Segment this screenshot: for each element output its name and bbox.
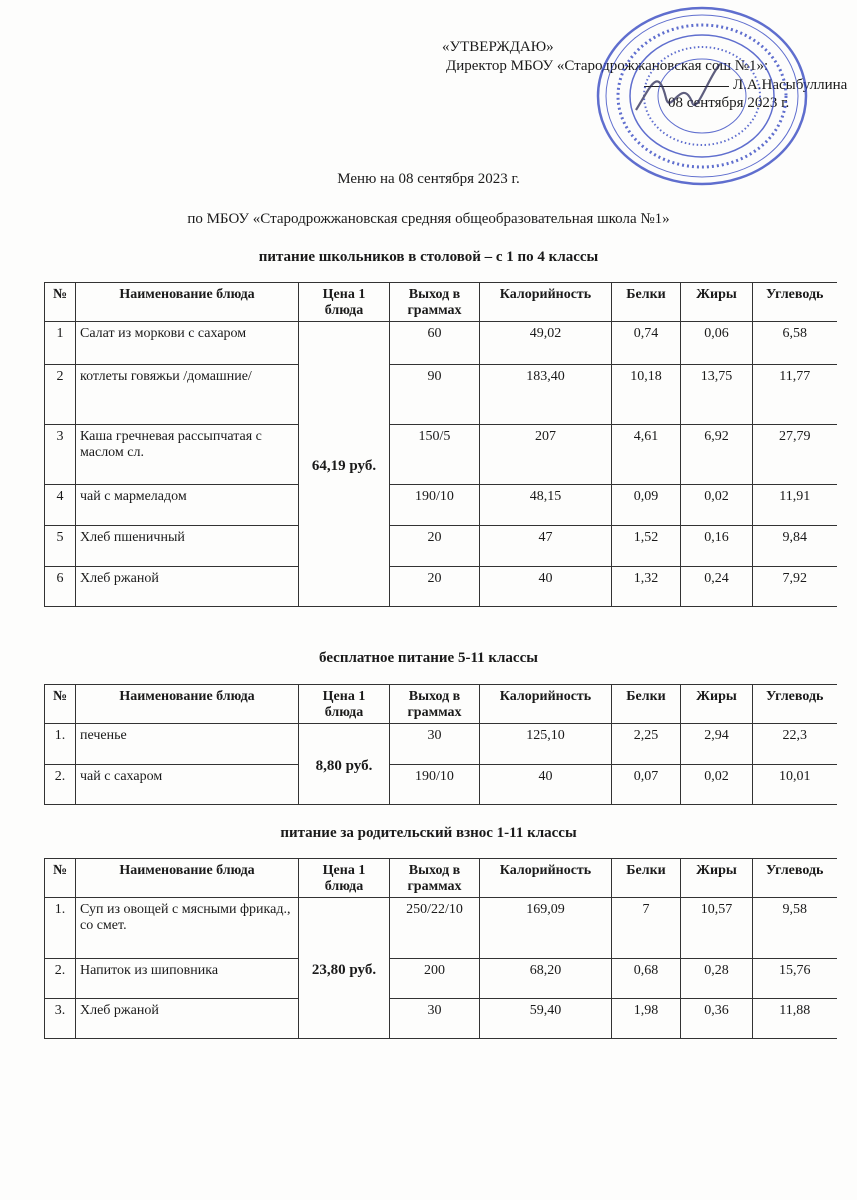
section-title-1: питание школьников в столовой – с 1 по 4 классы xyxy=(258,249,599,265)
protein: 7 xyxy=(612,898,681,959)
set-price: 8,80 руб. xyxy=(299,724,390,805)
row-num: 5 xyxy=(45,526,76,567)
section-title-3: питание за родительский взнос 1-11 классы xyxy=(280,825,577,841)
col-yield: Выход в граммах xyxy=(390,859,480,898)
col-fat: Жиры xyxy=(681,859,753,898)
dish-name: Хлеб пшеничный xyxy=(76,526,299,567)
menu-table-paid-1-11 xyxy=(44,858,837,1039)
signature-line xyxy=(644,86,729,87)
calories: 48,15 xyxy=(480,485,612,526)
approval-date: 08 сентября 2023 г. xyxy=(668,95,790,111)
approval-position: Директор МБОУ «Стародрожжановская сош №1»: xyxy=(446,58,769,74)
yield: 200 xyxy=(390,959,480,999)
approval-title: «УТВЕРЖДАЮ» xyxy=(442,39,554,55)
carbs: 7,92 xyxy=(753,567,837,607)
protein: 1,32 xyxy=(612,567,681,607)
col-calories: Калорийность xyxy=(480,685,612,724)
row-num: 2 xyxy=(45,365,76,425)
fat: 0,36 xyxy=(681,999,753,1039)
table-row xyxy=(45,959,837,999)
fat: 2,94 xyxy=(681,724,753,765)
row-num: 1. xyxy=(45,898,76,959)
fat: 0,24 xyxy=(681,567,753,607)
calories: 169,09 xyxy=(480,898,612,959)
table-row xyxy=(45,724,837,765)
fat: 13,75 xyxy=(681,365,753,425)
menu-table-grades-1-4 xyxy=(44,282,837,607)
row-num: 3. xyxy=(45,999,76,1039)
col-carbs: Углеводь xyxy=(753,859,837,898)
table-row xyxy=(45,526,837,567)
row-num: 1 xyxy=(45,322,76,365)
menu-table-free-5-11 xyxy=(44,684,837,805)
table-row xyxy=(45,765,837,805)
carbs: 15,76 xyxy=(753,959,837,999)
yield: 20 xyxy=(390,567,480,607)
fat: 0,02 xyxy=(681,485,753,526)
protein: 1,98 xyxy=(612,999,681,1039)
table-row xyxy=(45,365,837,425)
col-num: № xyxy=(45,685,76,724)
carbs: 9,84 xyxy=(753,526,837,567)
calories: 47 xyxy=(480,526,612,567)
yield: 30 xyxy=(390,724,480,765)
protein: 2,25 xyxy=(612,724,681,765)
col-price: Цена 1 блюда xyxy=(299,859,390,898)
col-carbs: Углеводь xyxy=(753,685,837,724)
protein: 0,09 xyxy=(612,485,681,526)
carbs: 11,88 xyxy=(753,999,837,1039)
fat: 0,02 xyxy=(681,765,753,805)
dish-name: Напиток из шиповника xyxy=(76,959,299,999)
protein: 0,07 xyxy=(612,765,681,805)
yield: 30 xyxy=(390,999,480,1039)
carbs: 10,01 xyxy=(753,765,837,805)
table-row xyxy=(45,425,837,485)
fat: 10,57 xyxy=(681,898,753,959)
row-num: 3 xyxy=(45,425,76,485)
carbs: 9,58 xyxy=(753,898,837,959)
fat: 0,16 xyxy=(681,526,753,567)
yield: 150/5 xyxy=(390,425,480,485)
col-price: Цена 1 блюда xyxy=(299,283,390,322)
col-fat: Жиры xyxy=(681,283,753,322)
table-header-row xyxy=(45,685,837,724)
yield: 250/22/10 xyxy=(390,898,480,959)
row-num: 2. xyxy=(45,765,76,805)
table-row xyxy=(45,485,837,526)
col-name: Наименование блюда xyxy=(76,283,299,322)
calories: 183,40 xyxy=(480,365,612,425)
protein: 10,18 xyxy=(612,365,681,425)
yield: 20 xyxy=(390,526,480,567)
col-calories: Калорийность xyxy=(480,859,612,898)
table-row xyxy=(45,567,837,607)
yield: 190/10 xyxy=(390,485,480,526)
calories: 40 xyxy=(480,567,612,607)
col-name: Наименование блюда xyxy=(76,685,299,724)
col-protein: Белки xyxy=(612,859,681,898)
col-yield: Выход в граммах xyxy=(390,283,480,322)
yield: 190/10 xyxy=(390,765,480,805)
section-title-2: бесплатное питание 5-11 классы xyxy=(319,650,538,666)
carbs: 11,91 xyxy=(753,485,837,526)
row-num: 6 xyxy=(45,567,76,607)
table-header-row xyxy=(45,859,837,898)
dish-name: Хлеб ржаной xyxy=(76,999,299,1039)
row-num: 1. xyxy=(45,724,76,765)
col-name: Наименование блюда xyxy=(76,859,299,898)
carbs: 22,3 xyxy=(753,724,837,765)
dish-name: Салат из моркови с сахаром xyxy=(76,322,299,365)
col-calories: Калорийность xyxy=(480,283,612,322)
yield: 90 xyxy=(390,365,480,425)
col-num: № xyxy=(45,283,76,322)
protein: 0,74 xyxy=(612,322,681,365)
fat: 6,92 xyxy=(681,425,753,485)
col-fat: Жиры xyxy=(681,685,753,724)
col-num: № xyxy=(45,859,76,898)
col-carbs: Углеводь xyxy=(753,283,837,322)
dish-name: Суп из овощей с мясными фрикад., со смет. xyxy=(76,898,299,959)
col-protein: Белки xyxy=(612,283,681,322)
calories: 59,40 xyxy=(480,999,612,1039)
row-num: 4 xyxy=(45,485,76,526)
table-row xyxy=(45,322,837,365)
protein: 1,52 xyxy=(612,526,681,567)
dish-name: чай с мармеладом xyxy=(76,485,299,526)
col-price: Цена 1 блюда xyxy=(299,685,390,724)
fat: 0,28 xyxy=(681,959,753,999)
calories: 40 xyxy=(480,765,612,805)
table-row xyxy=(45,898,837,959)
protein: 0,68 xyxy=(612,959,681,999)
dish-name: Каша гречневая рассыпчатая с маслом сл. xyxy=(76,425,299,485)
dish-name: Хлеб ржаной xyxy=(76,567,299,607)
col-protein: Белки xyxy=(612,685,681,724)
calories: 207 xyxy=(480,425,612,485)
carbs: 11,77 xyxy=(753,365,837,425)
approval-signatory: Л.А.Насыбуллина xyxy=(733,77,848,93)
col-yield: Выход в граммах xyxy=(390,685,480,724)
protein: 4,61 xyxy=(612,425,681,485)
carbs: 27,79 xyxy=(753,425,837,485)
menu-title: Меню на 08 сентября 2023 г. xyxy=(337,171,520,187)
row-num: 2. xyxy=(45,959,76,999)
fat: 0,06 xyxy=(681,322,753,365)
calories: 125,10 xyxy=(480,724,612,765)
dish-name: чай с сахаром xyxy=(76,765,299,805)
dish-name: печенье xyxy=(76,724,299,765)
set-price: 23,80 руб. xyxy=(299,898,390,1039)
dish-name: котлеты говяжьи /домашние/ xyxy=(76,365,299,425)
set-price: 64,19 руб. xyxy=(299,322,390,607)
calories: 68,20 xyxy=(480,959,612,999)
calories: 49,02 xyxy=(480,322,612,365)
yield: 60 xyxy=(390,322,480,365)
table-header-row xyxy=(45,283,837,322)
approval-signature-line xyxy=(644,76,847,95)
carbs: 6,58 xyxy=(753,322,837,365)
school-name: по МБОУ «Стародрожжановская средняя общеобразовательная школа №1» xyxy=(187,211,670,227)
table-row xyxy=(45,999,837,1039)
